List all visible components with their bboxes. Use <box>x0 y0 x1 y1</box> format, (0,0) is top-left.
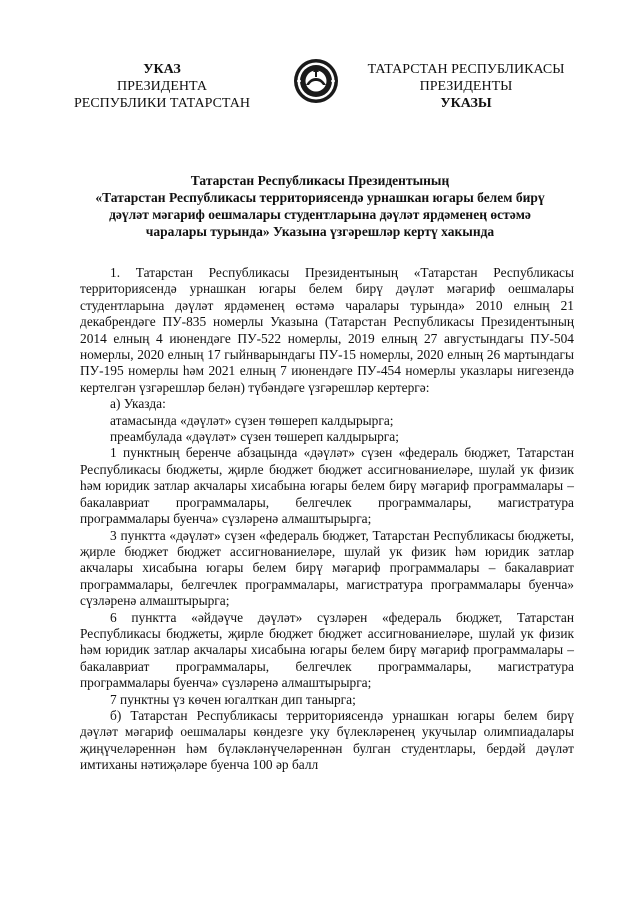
paragraph-1: 1. Татарстан Республикасы Президентының «Татарстан Республикасы территориясендә урнашкан югары белем бирү дәүләт мәгариф оешмалары студентларына дәүләт ярдәменең өстәмә чаралары турында» 2010 елның 21 декабрендәге ПУ-835 номерлы Указына (Татарстан Республикасы Президентының 2014 елның 4 июнендәге ПУ-522 номерлы, 2019 елның 27 августындагы ПУ-504 номерлы, 2020 елның 17 гыйнварындагы ПУ-15 номерлы, 2020 елның 26 мартындагы ПУ-195 номерлы һәм 2021 елның 7 июнендәге ПУ-454 номерлы указлары нигезендә кертелгән үзгәрешләр белән) түбәндәге үзгәрешләр кертергә: <box>80 265 574 395</box>
header-right-tatar <box>362 61 570 112</box>
header-right-line2: ПРЕЗИДЕНТЫ <box>419 79 513 94</box>
header-left-russian <box>62 61 262 112</box>
tatarstan-coat-of-arms-icon <box>293 58 339 104</box>
paragraph-point7-change: 7 пунктны үз көчен югалткан дип танырга; <box>110 691 356 707</box>
document-body <box>80 265 574 774</box>
header-left-line2: ПРЕЗИДЕНТА <box>117 79 207 94</box>
title-line2: «Татарстан Республикасы территориясендә урнашкан югары белем бирү <box>95 190 545 205</box>
paragraph-title-change: атамасында «дәүләт» сүзен төшереп калдырырга; <box>110 412 394 428</box>
paragraph-point1-change: 1 пунктның беренче абзацында «дәүләт» сүзен «федераль бюджет, Татарстан Республикасы бюджеты, җирле бюджет бюджет ассигнованиеләре, шулай ук физик һәм юридик затлар акчалары хисабына югары белем бирү мәгариф программалары – бакалавриат программалары, белгечлек программалары, магистратура программалары буенча» сүзләренә алмаштырырга; <box>80 445 574 527</box>
header-right-line1: ТАТАРСТАН РЕСПУБЛИКАСЫ <box>367 62 565 77</box>
paragraph-preamble-change: преамбулада «дәүләт» сүзен төшереп калдырырга; <box>110 429 399 445</box>
paragraph-point3-change: 3 пунктта «дәүләт» сүзен «федераль бюджет, Татарстан Республикасы бюджеты, җирле бюджет бюджет ассигнованиеләре, шулай ук физик һәм юридик затлар акчалары хисабына югары белем бирү мәгариф программалары – бакалавриат программалары, белгечлек программалары, магистратура программалары буенча» сүзләренә алмаштырырга; <box>80 527 574 609</box>
title-line1: Татарстан Республикасы Президентының <box>190 173 450 188</box>
paragraph-point6-change: 6 пунктта «әйдәүче дәүләт» сүзләрен «федераль бюджет, Татарстан Республикасы бюджеты, җирле бюджет бюджет ассигнованиеләре, шулай ук физик һәм юридик затлар акчалары хисабына югары белем бирү мәгариф программалары – бакалавриат программалары, белгечлек программалары, магистратура программалары буенча» сүзләренә алмаштырырга; <box>80 609 574 691</box>
header-right-line3: УКАЗЫ <box>440 96 492 111</box>
title-line3: дәүләт мәгариф оешмалары студентларына дәүләт ярдәменең өстәмә <box>109 207 531 222</box>
document-title <box>88 172 552 240</box>
header-left-line1: УКАЗ <box>143 62 181 77</box>
paragraph-a: а) Указда: <box>110 396 166 412</box>
header-left-line3: РЕСПУБЛИКИ ТАТАРСТАН <box>73 96 250 111</box>
paragraph-b: б) Татарстан Республикасы территориясендә урнашкан югары белем бирү дәүләт мәгариф оешмалары көндезге уку бүлекләренең укучылар олимпиадалары җиңүчеләреннән һәм бүләкләнүчеләреннән булган студентлары, бердәй дәүләт имтиханы нәтиҗәләре буенча 100 әр балл <box>80 707 574 773</box>
title-line4: чаралары турында» Указына үзгәрешләр кертү хакында <box>145 224 495 239</box>
